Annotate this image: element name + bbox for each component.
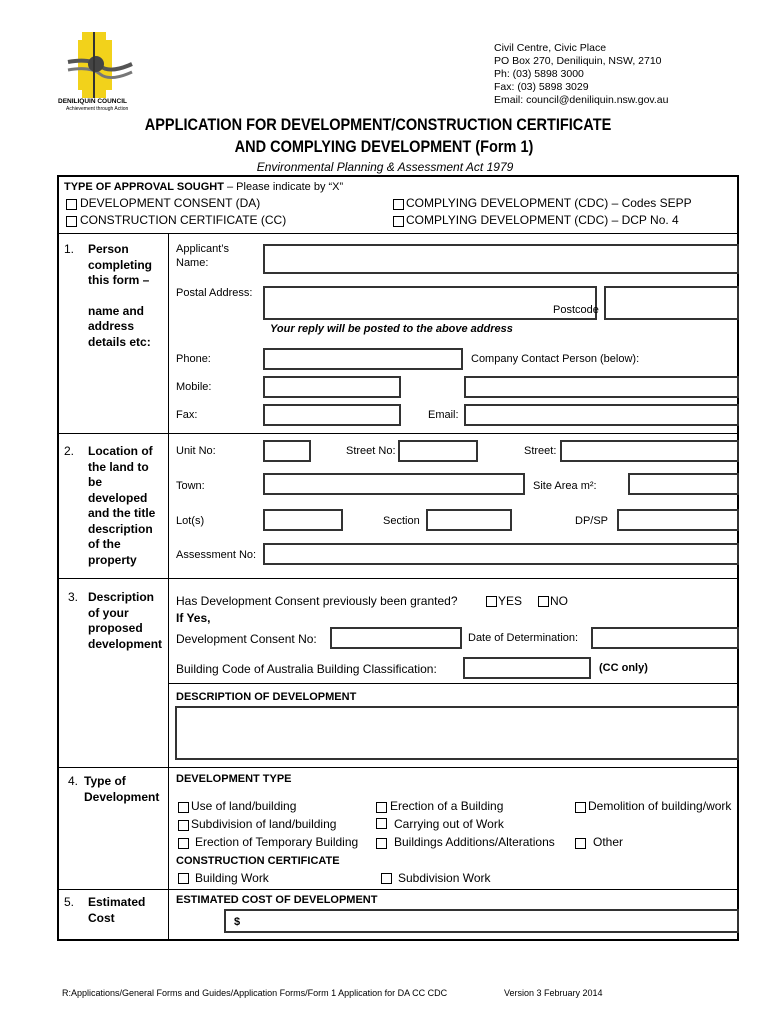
building-work-checkbox[interactable]	[178, 873, 189, 884]
footer-version: Version 3 February 2014	[504, 988, 603, 998]
council-address: Civil Centre, Civic Place PO Box 270, Deniliquin, NSW, 2710 Ph: (03) 5898 3000 Fax: (03) 5898 3029 Email: council@deniliquin.nsw.gov.au	[494, 42, 669, 106]
logo-tagline: Achievement through Action	[66, 106, 129, 112]
bca-input[interactable]	[463, 657, 591, 679]
section-number: 3.	[68, 590, 79, 604]
postcode-label: Postcode	[553, 304, 599, 316]
postal-address-input[interactable]	[263, 286, 597, 320]
section3-title: Description of your proposed development	[88, 590, 163, 651]
consent-no-label: Development Consent No:	[176, 632, 317, 646]
town-label: Town:	[176, 480, 205, 492]
site-area-input[interactable]	[628, 473, 739, 495]
demolition-checkbox[interactable]	[575, 802, 586, 813]
assessment-no-label: Assessment No:	[176, 549, 257, 561]
logo-name: DENILIQUIN COUNCIL	[58, 98, 127, 105]
temporary-building-label: Erection of Temporary Building	[195, 835, 359, 849]
lot-label: Lot(s)	[176, 515, 205, 527]
carrying-out-work-label: Carrying out of Work	[394, 817, 504, 831]
email-label: Email:	[428, 409, 459, 421]
carrying-out-work-checkbox[interactable]	[376, 818, 387, 829]
form-title-line1: APPLICATION FOR DEVELOPMENT/CONSTRUCTION CERTIFICATE	[144, 116, 612, 134]
mobile-label: Mobile:	[176, 381, 212, 393]
date-determination-input[interactable]	[591, 627, 739, 649]
use-of-land-label: Use of land/building	[191, 799, 297, 813]
section5-title: Estimated Cost	[88, 895, 146, 925]
cc-only-note: (CC only)	[599, 662, 648, 674]
subdivision-land-label: Subdivision of land/building	[191, 817, 337, 831]
use-of-land-checkbox[interactable]	[178, 802, 189, 813]
postcode-input[interactable]	[604, 286, 739, 320]
dp-sp-input[interactable]	[617, 509, 739, 531]
act-subtitle: Environmental Planning & Assessment Act 1979	[256, 160, 514, 174]
unit-label: Unit No:	[176, 445, 216, 457]
construction-certificate-heading: CONSTRUCTION CERTIFICATE	[176, 855, 340, 867]
dp-sp-label: DP/SP	[575, 515, 609, 527]
postal-address-label: Postal Address:	[176, 287, 253, 299]
form-title-line2: AND COMPLYING DEVELOPMENT (Form 1)	[234, 138, 534, 156]
date-determination-label: Date of Determination:	[468, 632, 579, 644]
street-no-label: Street No:	[346, 445, 396, 457]
applicant-name-input[interactable]	[263, 244, 739, 274]
section-number: 2.	[64, 444, 75, 458]
section2-title: Location of the land to be developed and the title description of the property	[88, 444, 156, 567]
no-checkbox[interactable]	[538, 596, 549, 607]
da-checkbox[interactable]	[66, 199, 77, 210]
lot-input[interactable]	[263, 509, 343, 531]
street-input[interactable]	[560, 440, 739, 462]
subdivision-work-label: Subdivision Work	[398, 871, 491, 885]
building-additions-checkbox[interactable]	[376, 838, 387, 849]
section-number: 4.	[68, 774, 79, 788]
cdc-sepp-label: COMPLYING DEVELOPMENT (CDC) – Codes SEPP	[406, 196, 692, 210]
divider	[58, 233, 738, 234]
section-number: 5.	[64, 895, 75, 909]
company-contact-label: Company Contact Person (below):	[471, 353, 640, 365]
contact-person-input[interactable]	[464, 376, 739, 398]
site-area-label: Site Area m²:	[533, 480, 597, 492]
reply-note: Your reply will be posted to the above address	[270, 323, 513, 335]
erection-building-label: Erection of a Building	[390, 799, 504, 813]
divider	[58, 433, 738, 434]
yes-label: YES	[498, 594, 523, 608]
section-label: Section	[383, 515, 420, 527]
other-label: Other	[593, 835, 624, 849]
divider	[169, 683, 738, 684]
subdivision-land-checkbox[interactable]	[178, 820, 189, 831]
section-number: 1.	[64, 242, 75, 256]
description-heading: DESCRIPTION OF DEVELOPMENT	[176, 691, 357, 703]
section-input[interactable]	[426, 509, 512, 531]
subdivision-work-checkbox[interactable]	[381, 873, 392, 884]
da-label: DEVELOPMENT CONSENT (DA)	[80, 196, 261, 210]
building-additions-label: Buildings Additions/Alterations	[394, 835, 555, 849]
description-input[interactable]	[175, 706, 739, 760]
demolition-label: Demolition of building/work	[588, 799, 732, 813]
town-input[interactable]	[263, 473, 525, 495]
no-label: NO	[550, 594, 568, 608]
divider	[58, 578, 738, 579]
divider	[58, 889, 738, 890]
building-work-label: Building Work	[195, 871, 269, 885]
assessment-no-input[interactable]	[263, 543, 739, 565]
other-checkbox[interactable]	[575, 838, 586, 849]
email-input[interactable]	[464, 404, 739, 426]
approval-heading-row: TYPE OF APPROVAL SOUGHT – Please indicate by “X”	[64, 181, 344, 193]
footer-path: R:Applications/General Forms and Guides/Application Forms/Form 1 Application for DA CC CDC	[62, 988, 448, 998]
erection-building-checkbox[interactable]	[376, 802, 387, 813]
street-label: Street:	[524, 445, 557, 457]
yes-checkbox[interactable]	[486, 596, 497, 607]
estimated-cost-input[interactable]	[224, 909, 739, 933]
cc-checkbox[interactable]	[66, 216, 77, 227]
unit-input[interactable]	[263, 440, 311, 462]
phone-label: Phone:	[176, 353, 211, 365]
if-yes-label: If Yes,	[176, 611, 211, 625]
consent-question: Has Development Consent previously been granted?	[176, 594, 458, 608]
cc-label: CONSTRUCTION CERTIFICATE (CC)	[80, 213, 287, 227]
temporary-building-checkbox[interactable]	[178, 838, 189, 849]
applicant-name-label: Applicant’s Name:	[176, 243, 229, 269]
mobile-input[interactable]	[263, 376, 401, 398]
cdc-sepp-checkbox[interactable]	[393, 199, 404, 210]
currency-symbol: $	[234, 916, 241, 928]
fax-label: Fax:	[176, 409, 198, 421]
cdc-dcp-label: COMPLYING DEVELOPMENT (CDC) – DCP No. 4	[406, 213, 679, 227]
consent-no-input[interactable]	[330, 627, 462, 649]
column-divider	[168, 234, 169, 940]
section1-title: Person completing this form – name and address details etc:	[88, 242, 153, 349]
divider	[58, 767, 738, 768]
development-type-heading: DEVELOPMENT TYPE	[176, 773, 292, 785]
street-no-input[interactable]	[398, 440, 478, 462]
estimated-cost-heading: ESTIMATED COST OF DEVELOPMENT	[176, 894, 378, 906]
phone-input[interactable]	[263, 348, 463, 370]
fax-input[interactable]	[263, 404, 401, 426]
section4-title: Type of Development	[84, 774, 160, 804]
cdc-dcp-checkbox[interactable]	[393, 216, 404, 227]
bca-label: Building Code of Australia Building Classification:	[176, 662, 437, 676]
